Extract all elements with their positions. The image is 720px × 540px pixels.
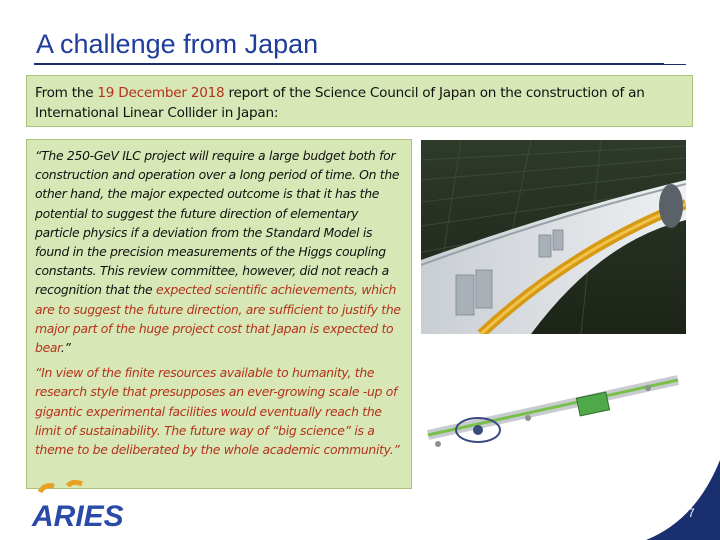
page-number: 7	[688, 506, 695, 520]
quote-1-text-2: .”	[60, 340, 71, 356]
quote-paragraph-2: “In view of the finite resources available to humanity, the research style that presupposes an ever-growing scale -up of gigantic experimental facilities would eventually reach the limit of sustainability. The future way of “big science” is a theme to be deliberated by the whole academic community.”	[35, 365, 400, 458]
quote-1-highlight: expected scientific achievements, which are to suggest the future direction, are sufficient to justify the major part of the huge project cost that Japan is expected to bear	[35, 282, 401, 356]
title-underline	[34, 63, 664, 65]
ilc-layout-diagram	[418, 340, 688, 470]
quote-paragraph-1	[35, 146, 405, 357]
slide-title: A challenge from Japan	[36, 29, 319, 59]
intro-date: 19 December 2018	[97, 85, 225, 101]
corner-decoration	[646, 460, 720, 540]
title-underline-end	[664, 64, 686, 65]
quote-1-text-1: “The 250-GeV ILC project will require a large budget both for construction and operation over a long period of time. On the other hand, the major expected outcome is that it has the potential to suggest the future direction of elementary particle physics if a deviation from the Standard Model is found in the precision measurements of the Higgs coupling constants. This review committee, however, did not reach a recognition that the	[35, 148, 400, 298]
intro-box	[26, 75, 693, 127]
quote-box	[26, 139, 412, 489]
ilc-tunnel-photo	[421, 140, 686, 334]
intro-text-1: From the	[35, 85, 98, 101]
aries-logo	[10, 478, 140, 538]
aries-logo-text: ARIES	[32, 500, 124, 533]
intro-text-2: report of the Science Council of Japan on the construction of an International Linear Collider in Japan:	[35, 85, 645, 121]
